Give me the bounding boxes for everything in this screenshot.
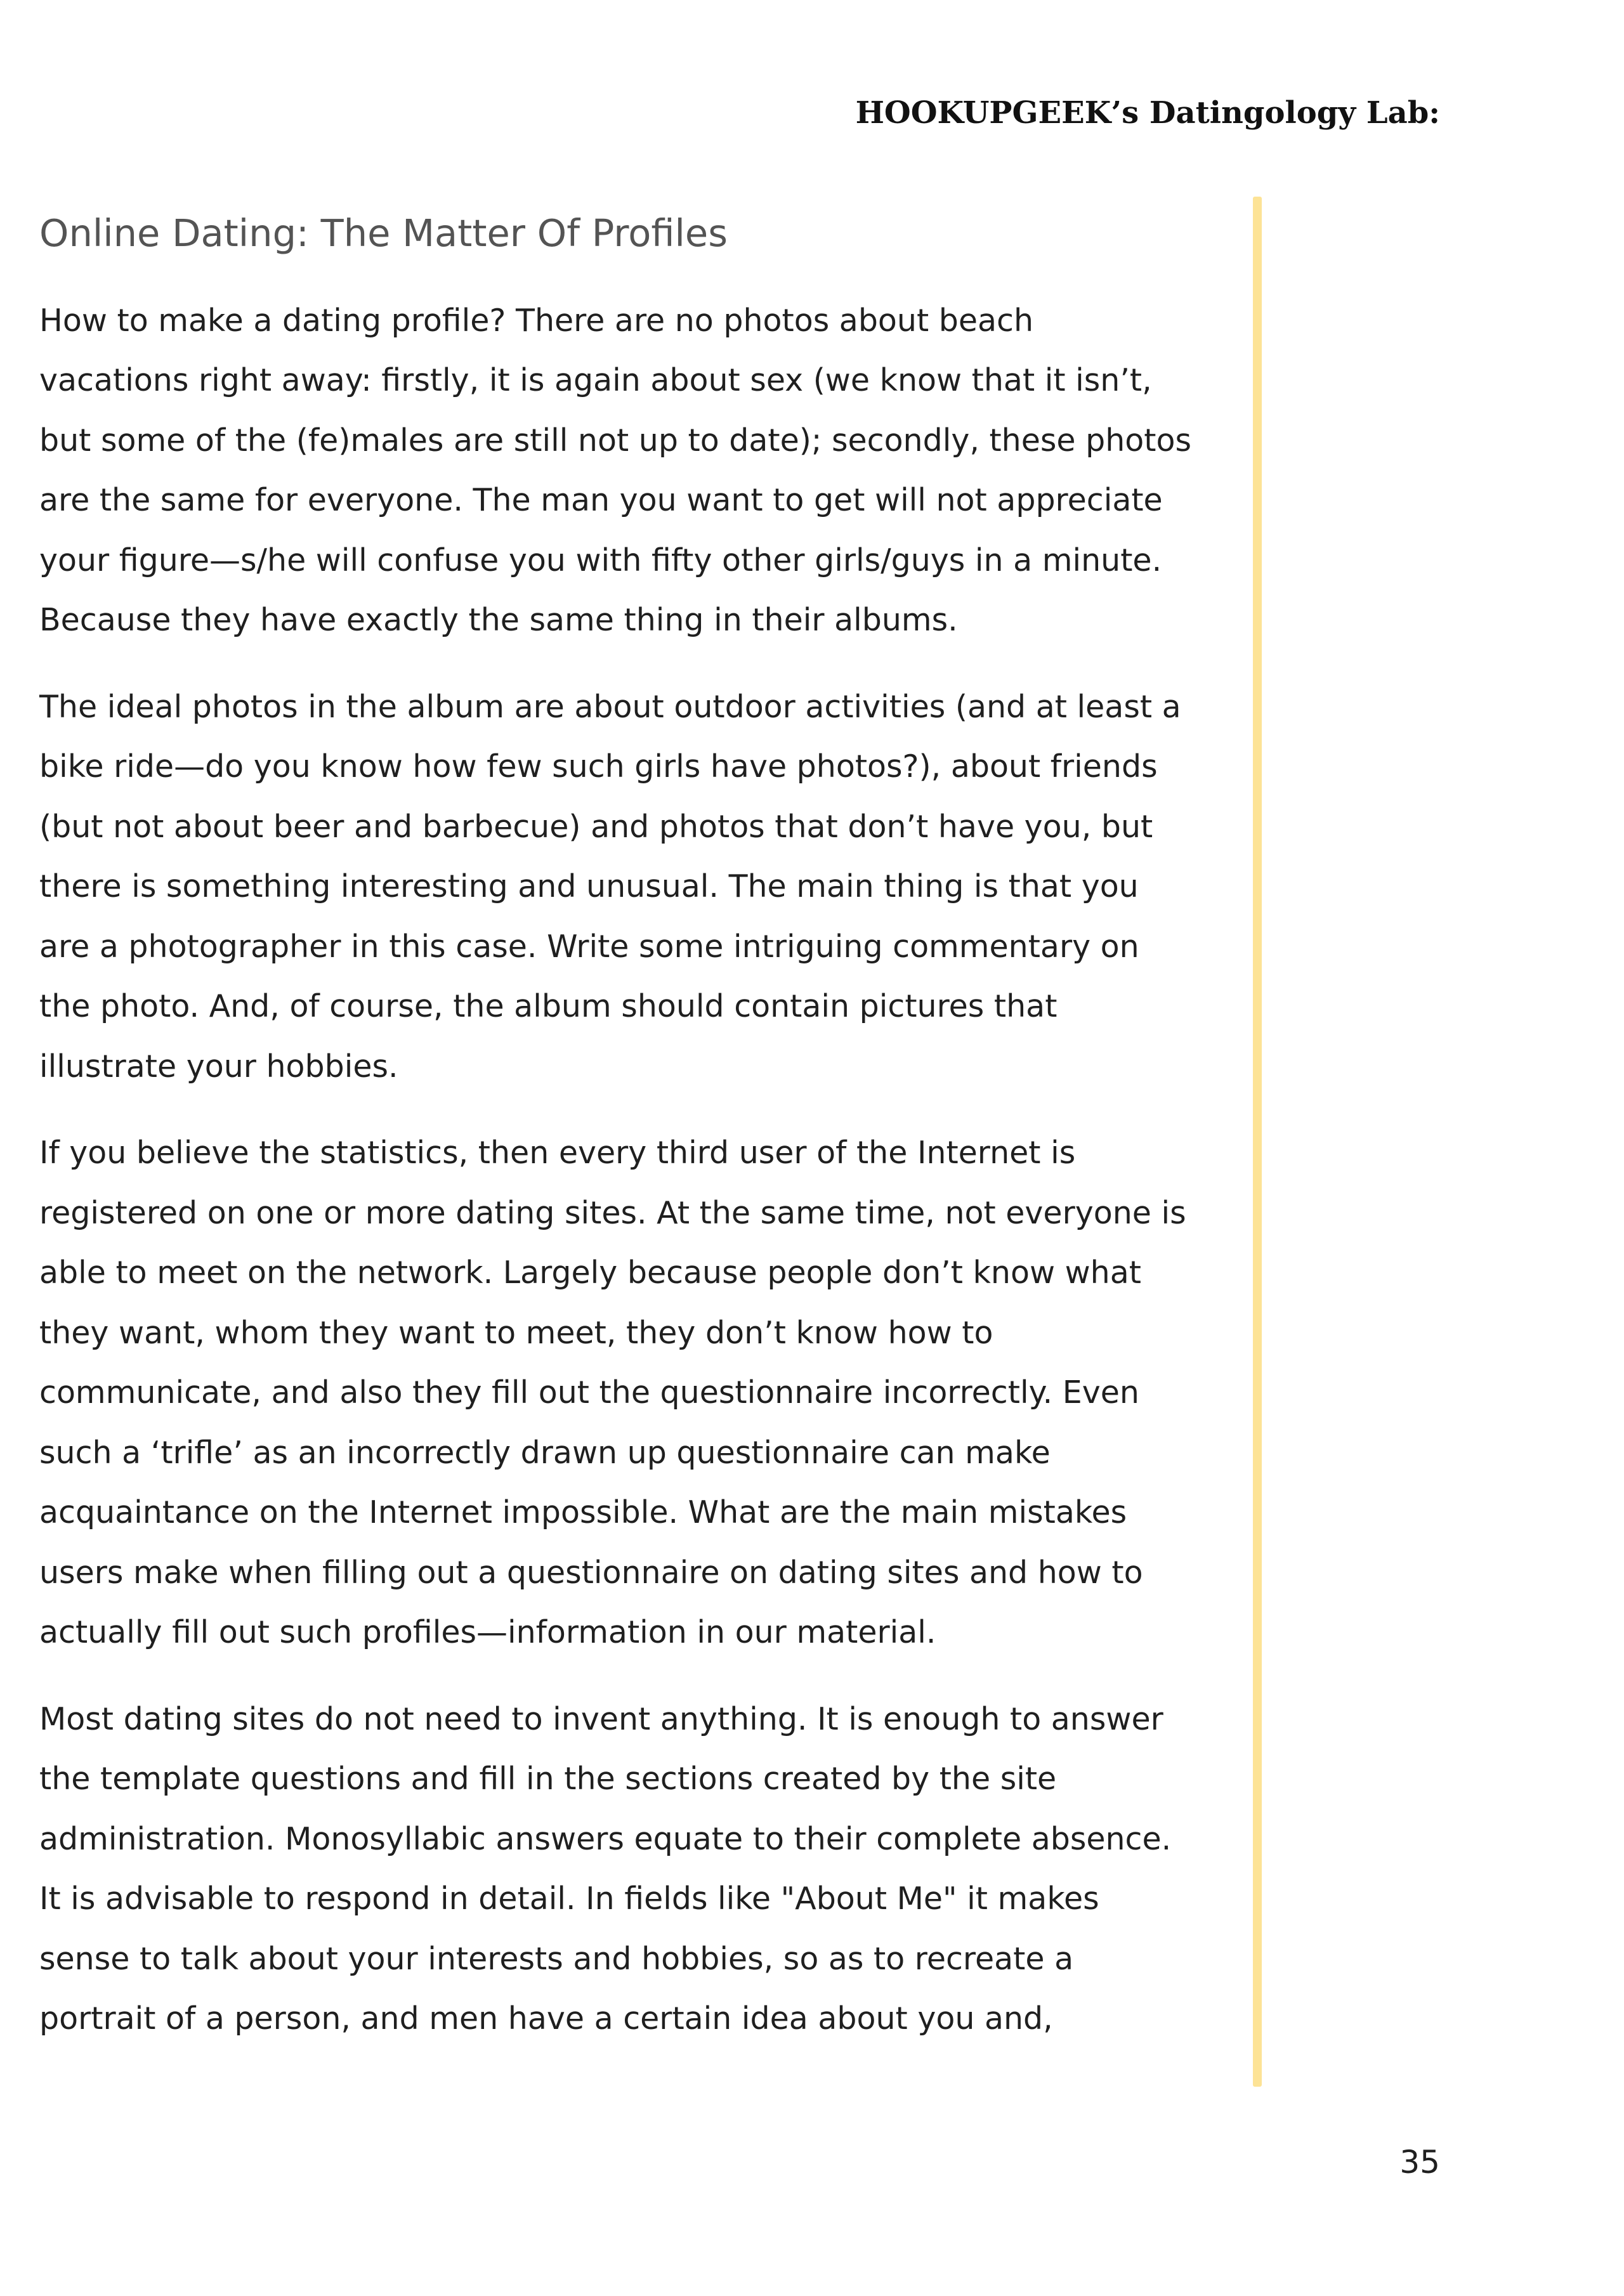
text-line: the template questions and fill in the sections created by the site bbox=[39, 1761, 1057, 1797]
paragraph-1 bbox=[39, 291, 1245, 651]
accent-sidebar-bar bbox=[1253, 197, 1262, 2087]
text-line: they want, whom they want to meet, they don’t know how to bbox=[39, 1314, 993, 1351]
text-line: Because they have exactly the same thing in their albums. bbox=[39, 602, 958, 639]
text-line: It is advisable to respond in detail. In fields like "About Me" it makes bbox=[39, 1881, 1099, 1917]
text-line: are a photographer in this case. Write some intriguing commentary on bbox=[39, 928, 1139, 965]
text-line: there is something interesting and unusual. The main thing is that you bbox=[39, 868, 1139, 905]
text-line: acquaintance on the Internet impossible. What are the main mistakes bbox=[39, 1494, 1127, 1531]
section-title: Online Dating: The Matter Of Profiles bbox=[39, 211, 728, 255]
paragraph-3 bbox=[39, 1123, 1245, 1663]
main-content bbox=[39, 209, 1245, 2076]
text-line: (but not about beer and barbecue) and photos that don’t have you, but bbox=[39, 808, 1153, 845]
text-line: bike ride—do you know how few such girls have photos?), about friends bbox=[39, 748, 1158, 785]
text-line: If you believe the statistics, then every third user of the Internet is bbox=[39, 1135, 1076, 1171]
text-line: Most dating sites do not need to invent anything. It is enough to answer bbox=[39, 1700, 1163, 1737]
text-line: The ideal photos in the album are about outdoor activities (and at least a bbox=[39, 688, 1181, 725]
text-line: vacations right away: firstly, it is again about sex (we know that it isn’t, bbox=[39, 362, 1152, 399]
text-line: registered on one or more dating sites. At the same time, not everyone is bbox=[39, 1194, 1186, 1231]
text-line: sense to talk about your interests and hobbies, so as to recreate a bbox=[39, 1940, 1074, 1977]
paragraph-4 bbox=[39, 1690, 1245, 2049]
text-line: administration. Monosyllabic answers equate to their complete absence. bbox=[39, 1820, 1172, 1857]
running-header: HOOKUPGEEK’s Datingology Lab: bbox=[855, 95, 1440, 131]
text-line: communicate, and also they fill out the questionnaire incorrectly. Even bbox=[39, 1374, 1139, 1411]
text-line: such a ‘trifle’ as an incorrectly drawn up questionnaire can make bbox=[39, 1434, 1051, 1471]
text-line: the photo. And, of course, the album should contain pictures that bbox=[39, 988, 1058, 1025]
text-line: your figure—s/he will confuse you with fifty other girls/guys in a minute. bbox=[39, 542, 1162, 578]
text-line: users make when filling out a questionnaire on dating sites and how to bbox=[39, 1554, 1143, 1591]
text-line: illustrate your hobbies. bbox=[39, 1048, 398, 1085]
text-line: portrait of a person, and men have a certain idea about you and, bbox=[39, 2000, 1053, 2037]
text-line: able to meet on the network. Largely because people don’t know what bbox=[39, 1255, 1141, 1291]
text-line: are the same for everyone. The man you want to get will not appreciate bbox=[39, 482, 1163, 519]
text-line: actually fill out such profiles—information in our material. bbox=[39, 1614, 936, 1651]
text-line: How to make a dating profile? There are no photos about beach bbox=[39, 302, 1034, 339]
paragraph-2 bbox=[39, 677, 1245, 1097]
text-line: but some of the (fe)males are still not up to date); secondly, these photos bbox=[39, 422, 1191, 459]
page-number: 35 bbox=[1399, 2144, 1440, 2181]
